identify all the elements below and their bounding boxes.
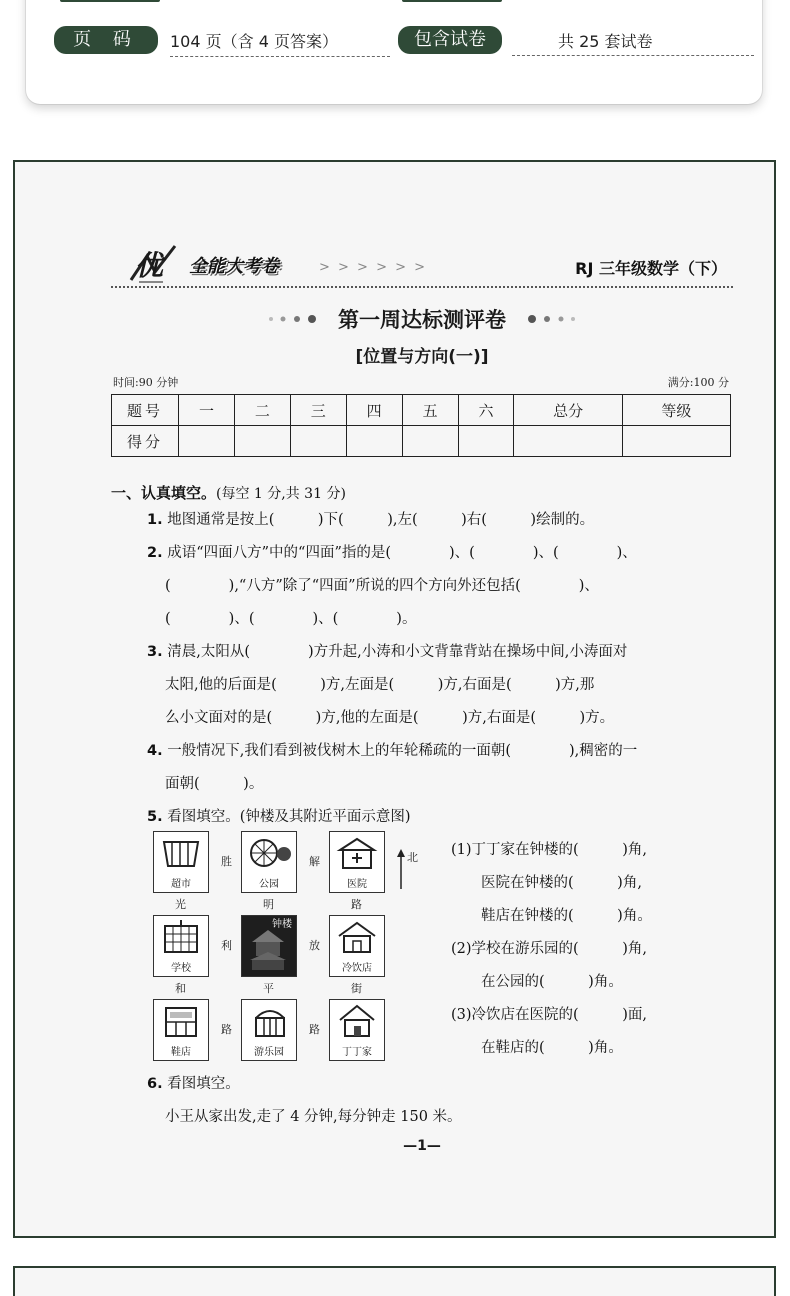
map-cell-label: 学校 [171, 963, 191, 974]
score-table [111, 394, 731, 457]
pages-value: 104 页（含 4 页答案） [170, 28, 390, 57]
question-number: 1. [147, 512, 163, 528]
map-cell-label: 丁丁家 [342, 1047, 372, 1058]
section-note: (每空 1 分,共 31 分) [216, 486, 346, 502]
clock-tower-map [149, 831, 425, 1063]
road-label: 平 [263, 982, 274, 995]
question-text: 么小文面对的是( )方,他的左面是( )方,右面是( )方。 [165, 710, 615, 726]
time-limit: 时间:90 分钟 [113, 376, 179, 389]
map-cell-label: 游乐园 [254, 1047, 284, 1058]
contains-value: 共 25 套试卷 [512, 28, 754, 56]
road-label: 路 [351, 898, 362, 911]
exam-page [111, 238, 733, 1238]
school-icon [160, 920, 202, 954]
cold-drink-shop-icon [336, 920, 378, 954]
question-text: 一般情况下,我们看到被伐树木上的年轮稀疏的一面朝( ),稠密的一 [167, 743, 638, 759]
amusement-park-icon [248, 1004, 292, 1038]
score-header-cell: 总分 [514, 395, 622, 426]
map-cell-amusement-park [241, 999, 297, 1061]
score-cell[interactable] [402, 426, 458, 457]
road-label: 路 [221, 1023, 232, 1036]
brand-logo [125, 242, 187, 286]
supermarket-icon [160, 836, 202, 870]
next-page-frame [13, 1266, 776, 1296]
answer-line: 鞋店在钟楼的( )角。 [481, 908, 652, 924]
shoe-store-icon [160, 1004, 202, 1038]
question-number: 3. [147, 644, 163, 660]
map-cell-clock-tower [241, 915, 297, 977]
map-cell-label: 冷饮店 [342, 963, 372, 974]
map-cell-label: 钟楼 [272, 919, 292, 930]
park-icon [248, 836, 292, 870]
info-card-top-bar [402, 0, 502, 2]
question-text: 地图通常是按上( )下( ),左( )右( )绘制的。 [167, 512, 595, 528]
score-cell[interactable] [514, 426, 622, 457]
score-header-cell: 三 [290, 395, 346, 426]
road-label: 胜 [221, 855, 232, 868]
answer-line: 在鞋店的( )角。 [481, 1040, 623, 1056]
map-cell-school [153, 915, 209, 977]
map-cell-supermarket [153, 831, 209, 893]
north-arrow-icon [397, 849, 405, 889]
road-label: 街 [351, 982, 362, 995]
map-cell-shoe-store [153, 999, 209, 1061]
score-header-cell: 题号 [112, 395, 179, 426]
road-label: 明 [263, 898, 274, 911]
answer-line: (3)冷饮店在医院的( )面, [451, 1007, 647, 1023]
score-header-cell: 一 [179, 395, 235, 426]
map-cell-dingding-home [329, 999, 385, 1061]
question-5 [147, 801, 737, 834]
header-arrows: > > > > > > [319, 260, 428, 275]
map-cell-label: 鞋店 [171, 1047, 191, 1058]
question-text: ( ),“八方”除了“四面”所说的四个方向外还包括( )、 [165, 578, 599, 594]
map-cell-label: 超市 [171, 879, 191, 890]
question-number: 2. [147, 545, 163, 561]
brand-name: 全能大考卷 [189, 256, 279, 277]
question-text: 面朝( )。 [165, 776, 264, 792]
house-icon [336, 1004, 378, 1038]
contains-label: 包含试卷 [398, 26, 502, 54]
full-score: 满分:100 分 [667, 376, 729, 389]
question-3 [147, 636, 737, 735]
answer-line: 在公园的( )角。 [481, 974, 623, 990]
score-header-cell: 六 [458, 395, 514, 426]
north-label: 北 [407, 851, 418, 864]
score-cell[interactable] [290, 426, 346, 457]
grade-label: RJ 三年级数学（下） [575, 259, 727, 278]
answer-line: 医院在钟楼的( )角, [481, 875, 642, 891]
section-heading [111, 482, 346, 503]
map-cell-label: 医院 [347, 879, 367, 890]
score-row-label: 得分 [112, 426, 179, 457]
score-cell[interactable] [346, 426, 402, 457]
map-cell-park [241, 831, 297, 893]
exam-page-frame [13, 160, 776, 1238]
score-header-cell: 五 [402, 395, 458, 426]
exam-title: 第一周达标测评卷 [338, 308, 506, 332]
left-dots-decoration [267, 313, 319, 325]
question-5-answers [451, 834, 733, 1065]
page-header [111, 238, 733, 288]
map-cell-cold-drink-shop [329, 915, 385, 977]
road-label: 利 [221, 939, 232, 952]
score-cell[interactable] [234, 426, 290, 457]
page-number: —1— [403, 1138, 441, 1154]
score-cell[interactable] [179, 426, 235, 457]
question-text: 太阳,他的后面是( )方,左面是( )方,右面是( )方,那 [165, 677, 595, 693]
question-number: 4. [147, 743, 163, 759]
info-row [52, 26, 752, 58]
right-dots-decoration [525, 313, 577, 325]
section-title: 一、认真填空。 [111, 484, 217, 502]
hospital-icon [336, 836, 378, 870]
score-table-score-row [112, 426, 731, 457]
exam-subtitle: [位置与方向(一)] [355, 347, 489, 367]
map-cell-hospital [329, 831, 385, 893]
question-text: 看图填空。(钟楼及其附近平面示意图) [167, 809, 411, 825]
question-1 [147, 504, 737, 537]
question-text: 看图填空。 [167, 1076, 240, 1092]
answer-line: (2)学校在游乐园的( )角, [451, 941, 647, 957]
score-header-cell: 等级 [622, 395, 730, 426]
product-info-card [26, 0, 762, 104]
question-4 [147, 735, 737, 801]
road-label: 和 [175, 982, 186, 995]
road-label: 放 [309, 939, 320, 952]
question-number: 5. [147, 809, 163, 825]
pages-label: 页 码 [54, 26, 158, 54]
answer-line: (1)丁丁家在钟楼的( )角, [451, 842, 647, 858]
question-text: ( )、( )、( )。 [165, 611, 417, 627]
road-label: 光 [175, 898, 186, 911]
question-text: 成语“四面八方”中的“四面”指的是( )、( )、( )、 [167, 545, 637, 561]
question-number: 6. [147, 1076, 163, 1092]
title-row [111, 304, 733, 336]
info-card-top-bar [60, 0, 160, 2]
logo-text: 优 [135, 249, 164, 282]
question-6 [147, 1068, 737, 1134]
score-header-cell: 二 [234, 395, 290, 426]
question-2 [147, 537, 737, 636]
road-label: 路 [309, 1023, 320, 1036]
score-header-cell: 四 [346, 395, 402, 426]
question-text: 小王从家出发,走了 4 分钟,每分钟走 150 米。 [165, 1109, 462, 1125]
score-cell[interactable] [622, 426, 730, 457]
question-text: 清晨,太阳从( )方升起,小涛和小文背靠背站在操场中间,小涛面对 [167, 644, 628, 660]
score-cell[interactable] [458, 426, 514, 457]
score-table-header-row [112, 395, 731, 426]
map-cell-label: 公园 [259, 879, 279, 890]
road-label: 解 [309, 855, 320, 868]
